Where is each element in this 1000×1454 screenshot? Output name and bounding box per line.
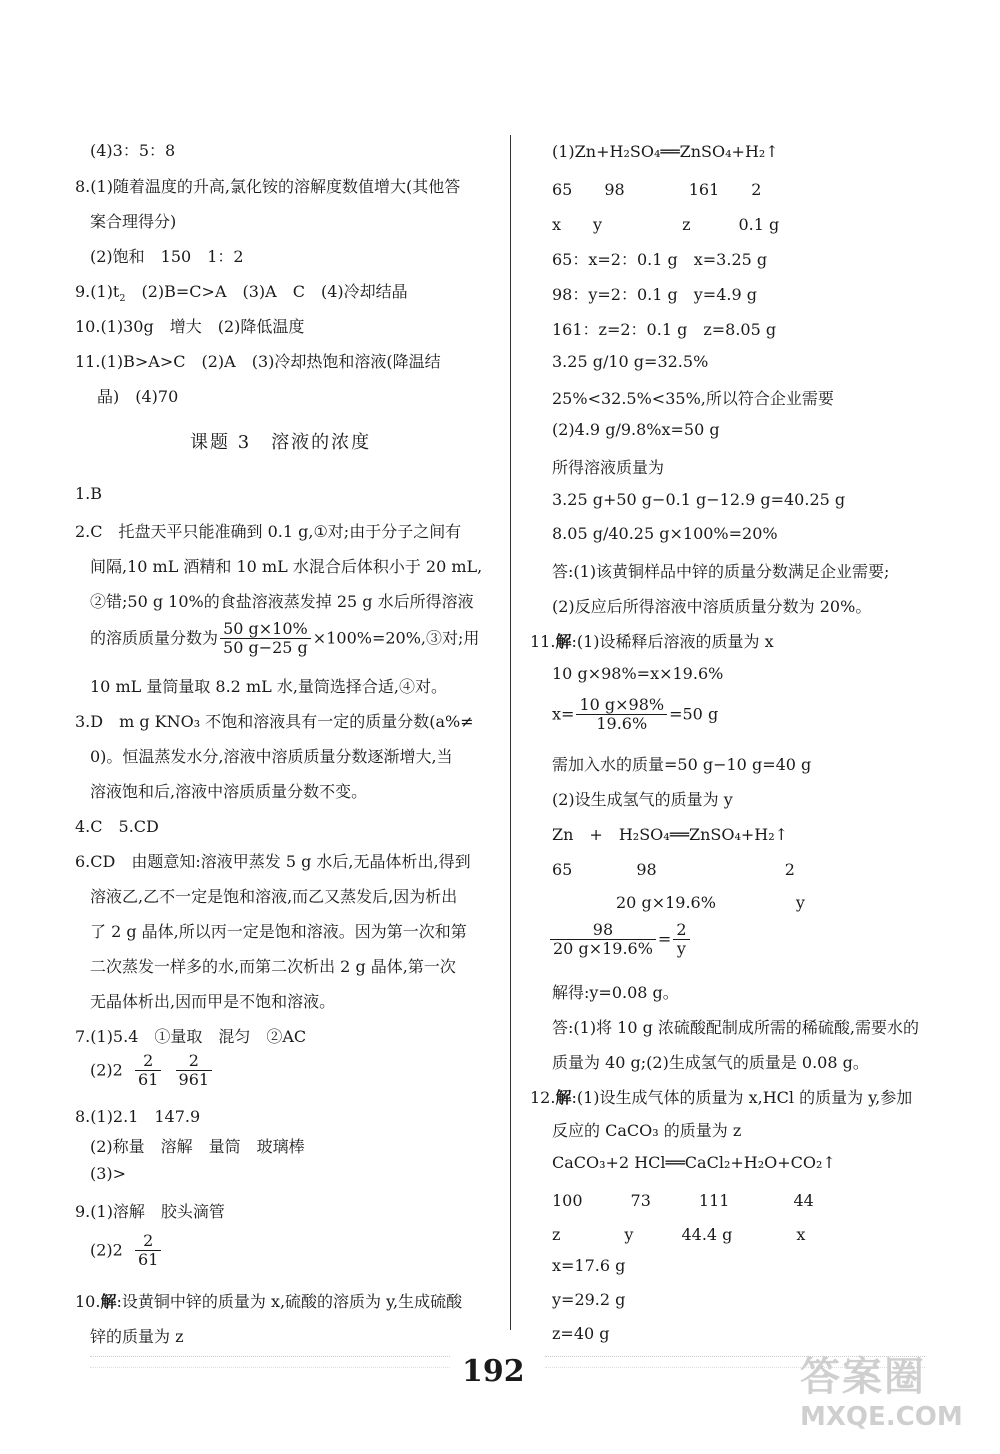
section-title: 课题 3 溶液的浓度	[190, 432, 372, 453]
answer-line: 案合理得分)	[90, 212, 177, 231]
answer-line: 的溶质质量分数为 $\frac{50 g\times 10\%}{50 g-25 g}$ ×100%=20%,③对;用	[90, 619, 480, 658]
equation-line: 65：x=2：0.1 g x=3.25 g	[552, 250, 768, 269]
equation-line: 25%<32.5%<35%,所以符合企业需要	[552, 389, 834, 408]
answer-line: 6.CD 由题意知:溶液甲蒸发 5 g 水后,无晶体析出,得到	[75, 852, 471, 871]
equation-line: y=29.2 g	[552, 1290, 626, 1309]
equation-line: (2)反应后所得溶液中溶质质量分数为 20%。	[552, 597, 872, 616]
answer-line: 无晶体析出,因而甲是不饱和溶液。	[90, 992, 336, 1011]
equation-line: 65 98 161 2	[552, 180, 762, 199]
fraction: $\frac{2}{61}$	[135, 1052, 161, 1090]
fraction: $\frac{50 g\times 10\%}{50 g-25 g}$	[220, 620, 311, 658]
equation-line: x= $\frac{10 g\times 98\%}{19.6\%}$ =50 g	[552, 695, 719, 734]
answer-line: 9.(1)溶解 胶头滴管	[75, 1202, 225, 1221]
answer-line: 溶液饱和后,溶液中溶质质量分数不变。	[90, 782, 368, 801]
answer-line: 0)。恒温蒸发水分,溶液中溶质质量分数逐渐增大,当	[90, 747, 453, 766]
equation-line: 100 73 111 44	[552, 1191, 814, 1210]
answer-line: (4)3：5：8	[90, 141, 176, 160]
answer-line: 了 2 g 晶体,所以丙一定是饱和溶液。因为第一次和第	[90, 922, 467, 941]
answer-line: (2)称量 溶解 量筒 玻璃棒	[90, 1137, 305, 1156]
equation-line: 10 g×98%=x×19.6%	[552, 664, 724, 683]
fraction: $\frac{98}{20 g\times 19.6\%}$	[550, 921, 656, 959]
answer-line: 8.(1)2.1 147.9	[75, 1107, 201, 1126]
equation-line: 所得溶液质量为	[552, 458, 665, 477]
answer-line: 10.解:设黄铜中锌的质量为 x,硫酸的溶质为 y,生成硫酸	[75, 1292, 463, 1311]
answer-line: 2.C 托盘天平只能准确到 0.1 g,①对;由于分子之间有	[75, 522, 462, 541]
answer-line: 10.(1)30g 增大 (2)降低温度	[75, 317, 305, 336]
fraction: $\frac{10 g\times 98\%}{19.6\%}$	[576, 696, 667, 734]
answer-line: 晶) (4)70	[97, 387, 179, 406]
answer-line: 3.D m g KNO₃ 不饱和溶液具有一定的质量分数(a%≠	[75, 712, 474, 731]
answer-line: 锌的质量为 z	[90, 1327, 184, 1346]
equation-line: 反应的 CaCO₃ 的质量为 z	[552, 1121, 742, 1140]
equation-line: Zn + H₂SO₄══ZnSO₄+H₂↑	[552, 825, 789, 844]
equation-line: CaCO₃+2 HCl══CaCl₂+H₂O+CO₂↑	[552, 1153, 836, 1172]
equation-line: 12.解:(1)设生成气体的质量为 x,HCl 的质量为 y,参加	[530, 1088, 913, 1107]
answer-line: (2)2 $\frac{2}{61}$ $\frac{2}{961}$	[90, 1052, 214, 1090]
equation-line: 20 g×19.6% y	[552, 893, 805, 912]
page-number: 192	[462, 1354, 525, 1389]
column-divider	[510, 135, 511, 1330]
answer-line: $9.(1)t_2$ (2)B=C>A (3)A C (4)冷却结晶	[75, 282, 408, 305]
equation-line: z y 44.4 g x	[552, 1225, 806, 1244]
equation-line: 3.25 g+50 g−0.1 g−12.9 g=40.25 g	[552, 490, 846, 509]
answer-line: (2)2 $\frac{2}{61}$	[90, 1232, 163, 1270]
watermark-text: 答案圈	[800, 1354, 926, 1400]
equation-line: 161：z=2：0.1 g z=8.05 g	[552, 320, 777, 339]
answer-line: 8.(1)随着温度的升高,氯化铵的溶解度数值增大(其他答	[75, 177, 461, 196]
answer-line: ②错;50 g 10%的食盐溶液蒸发掉 25 g 水后所得溶液	[90, 592, 474, 611]
fraction: $\frac{2}{y}$	[673, 921, 689, 959]
equation-line: 8.05 g/40.25 g×100%=20%	[552, 524, 778, 543]
answer-line: (3)>	[90, 1164, 127, 1183]
fraction: $\frac{2}{961}$	[176, 1052, 213, 1090]
answer-line: 7.(1)5.4 ①量取 混匀 ②AC	[75, 1027, 307, 1046]
equation-line: 需加入水的质量=50 g−10 g=40 g	[552, 755, 812, 774]
fraction: $\frac{2}{61}$	[135, 1232, 161, 1270]
answer-line: 10 mL 量筒量取 8.2 mL 水,量筒选择合适,④对。	[90, 677, 448, 696]
equation-line: $\frac{98}{20 g\times 19.6\%}$ = $\frac{2}{y}$	[548, 921, 692, 959]
equation-line: (2)设生成氢气的质量为 y	[552, 790, 733, 809]
equation-line: z=40 g	[552, 1324, 610, 1343]
equation-line: (1)Zn+H₂SO₄══ZnSO₄+H₂↑	[552, 142, 779, 161]
equation-line: 98：y=2：0.1 g y=4.9 g	[552, 285, 757, 304]
equation-line: x=17.6 g	[552, 1256, 626, 1275]
equation-line: 65 98 2	[552, 860, 795, 879]
equation-line: x y z 0.1 g	[552, 215, 780, 234]
answer-line: 溶液乙,乙不一定是饱和溶液,而乙又蒸发后,因为析出	[90, 887, 458, 906]
equation-line: 答:(1)该黄铜样品中锌的质量分数满足企业需要;	[552, 562, 890, 581]
answer-line: 11.(1)B>A>C (2)A (3)冷却热饱和溶液(降温结	[75, 352, 441, 371]
equation-line: 11.解:(1)设稀释后溶液的质量为 x	[530, 632, 774, 651]
footer-decoration	[90, 1356, 450, 1368]
answer-line: (2)饱和 150 1：2	[90, 247, 244, 266]
watermark-url: MXQE.COM	[800, 1402, 963, 1432]
answer-line: 二次蒸发一样多的水,而第二次析出 2 g 晶体,第一次	[90, 957, 456, 976]
equation-line: 答:(1)将 10 g 浓硫酸配制成所需的稀硫酸,需要水的	[552, 1018, 920, 1037]
answer-line: 4.C 5.CD	[75, 817, 159, 836]
answer-line: 间隔,10 mL 酒精和 10 mL 水混合后体积小于 20 mL,	[90, 557, 483, 576]
answer-line: 1.B	[75, 484, 103, 503]
equation-line: 质量为 40 g;(2)生成氢气的质量是 0.08 g。	[552, 1053, 869, 1072]
equation-line: 3.25 g/10 g=32.5%	[552, 352, 709, 371]
equation-line: (2)4.9 g/9.8%x=50 g	[552, 420, 720, 439]
equation-line: 解得:y=0.08 g。	[552, 983, 679, 1002]
watermark-logo	[800, 1345, 980, 1440]
